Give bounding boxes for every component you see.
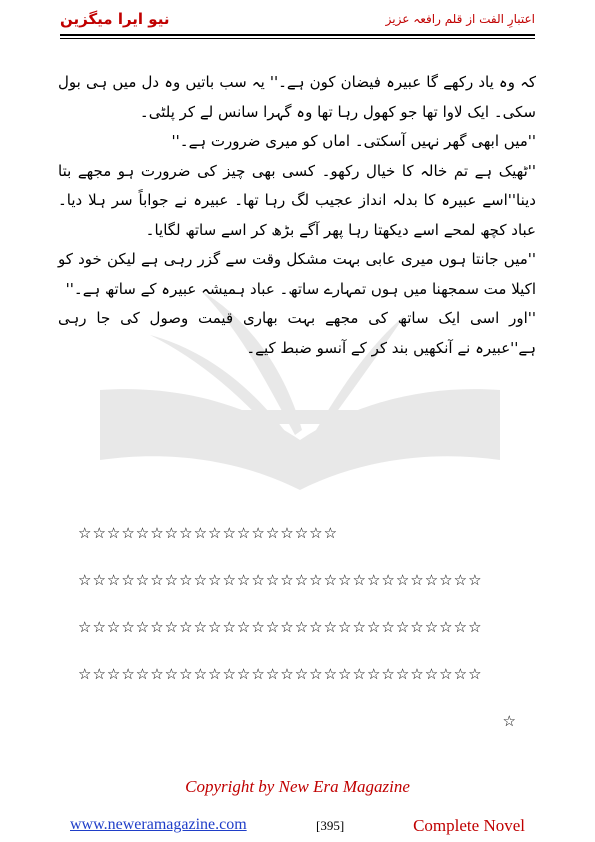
website-link[interactable]: www.neweramagazine.com bbox=[70, 816, 247, 833]
star-separator: ☆☆☆☆☆☆☆☆☆☆☆☆☆☆☆☆☆☆☆☆☆☆☆☆☆☆☆☆ bbox=[78, 665, 483, 683]
star-separator: ☆☆☆☆☆☆☆☆☆☆☆☆☆☆☆☆☆☆ bbox=[78, 524, 339, 542]
paragraph: کہ وہ یاد رکھے گا عبیرہ فیضان کون ہے۔'' یہ سب باتیں وہ دل میں ہی بول سکی۔ ایک لاوا تھا جو کھول رہا تھا وہ گہرا سانس لے کر پلٹی۔ bbox=[58, 73, 536, 121]
paragraph: ''میں ابھی گھر نہیں آسکتی۔ اماں کو میری ضرورت ہے۔'' bbox=[171, 132, 536, 150]
header-divider-thin bbox=[60, 38, 535, 39]
star-separator: ☆☆☆☆☆☆☆☆☆☆☆☆☆☆☆☆☆☆☆☆☆☆☆☆☆☆☆☆ bbox=[78, 618, 483, 636]
paragraph: ''اور اسی ایک ساتھ کی مجھے بہت بھاری قیمت وصول کی جا رہی ہے''عبیرہ نے آنکھیں بند کر کے آنسو ضبط کیے۔ bbox=[58, 309, 536, 357]
star-separator: ☆ bbox=[502, 712, 517, 730]
page-header bbox=[60, 8, 535, 34]
paragraph: ''ٹھیک ہے تم خالہ کا خیال رکھو۔ کسی بھی چیز کی ضرورت ہو مجھے بتا دینا''اسے عبیرہ کا بدلہ انداز عجیب لگ رہا تھا۔ عبیرہ نے جواباً سر ہلا دیا۔ عباد کچھ لمحے اسے دیکھتا رہا پھر آگے بڑھ کر اسے ساتھ لگایا۔ bbox=[58, 161, 536, 239]
page-number: [395] bbox=[316, 818, 345, 833]
novel-label: Complete Novel bbox=[413, 816, 525, 835]
story-info: اعتبارِ الفت از قلم رافعہ عزیز bbox=[385, 12, 535, 26]
magazine-name: نیو ایرا میگزین bbox=[60, 10, 170, 28]
star-separator: ☆☆☆☆☆☆☆☆☆☆☆☆☆☆☆☆☆☆☆☆☆☆☆☆☆☆☆☆ bbox=[78, 571, 483, 589]
page-footer bbox=[70, 816, 525, 836]
copyright-notice: Copyright by New Era Magazine bbox=[185, 777, 410, 796]
story-body bbox=[58, 68, 536, 363]
paragraph: ''میں جانتا ہوں میری عابی بہت مشکل وقت سے گزر رہی ہے لیکن خود کو اکیلا مت سمجھنا میں ہوں تمہارے ساتھ۔ عباد ہمیشہ عبیرہ کے ساتھ ہے۔'' bbox=[58, 250, 536, 298]
header-divider bbox=[60, 34, 535, 36]
